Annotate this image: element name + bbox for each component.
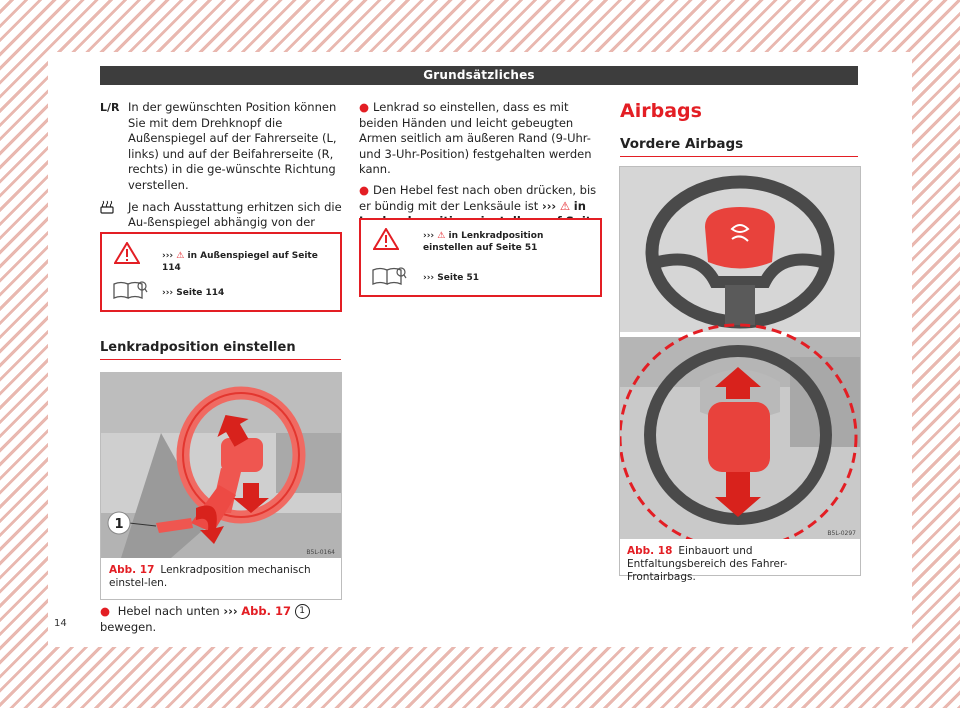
left-column	[100, 100, 342, 252]
lr-item	[100, 100, 342, 194]
figure-18	[619, 166, 861, 583]
book-icon	[112, 280, 148, 304]
lr-text: In der gewünschten Position können Sie mit dem Drehknopf die Außenspiegel auf der Fahrerseite (L, links) und auf der Beifahrerseite (R, rechts) in die ge-wünschte Richtung verstellen.	[128, 100, 337, 192]
warning-small-icon: ⚠	[176, 251, 185, 261]
warning-ref-line[interactable]: ››› ⚠ in Lenkradposition einstellen auf Seite 51	[423, 231, 544, 253]
airbags-heading: Airbags	[620, 100, 702, 122]
steering-adjust-illustration	[101, 373, 341, 558]
fig-17-link[interactable]: Abb. 17	[241, 604, 291, 618]
middle-bullet-2: ● Den Hebel fest nach oben drücken, bis er bündig mit der Lenksäule ist ››› ⚠ in	[359, 183, 601, 245]
left-bullet: ● Hebel nach unten ››› Abb. 17 1 bewegen.	[100, 604, 350, 635]
heated-mirror-text: Je nach Ausstattung erhitzen sich die Au-ßenspiegel abhängig von der	[128, 199, 342, 230]
callout-1-ref: 1	[295, 604, 310, 619]
section-title-steering: Lenkradposition einstellen	[100, 340, 341, 360]
book-ref-line[interactable]: ››› Seite 51	[423, 273, 480, 283]
airbag-illustration	[620, 167, 860, 539]
warning-box-mirror	[100, 232, 342, 312]
book-ref-line[interactable]: ››› Seite 114	[162, 288, 225, 298]
figure-17-code: B5L-0164	[306, 549, 335, 556]
bullet-dot: ●	[100, 604, 111, 618]
figure-17-caption: Abb. 17 Lenkradposition mechanisch einstel-len.	[109, 564, 311, 589]
middle-bullet-1: ● Lenkrad so einstellen, dass es mit beiden Händen und leicht gebeugten Armen seitlich am äußeren Rand (9-Uhr- und 3-Uhr-Position) festgehalten werden kann.	[359, 100, 592, 177]
warning-small-icon: ⚠	[559, 198, 571, 213]
page-header: Grundsätzliches	[100, 66, 858, 85]
steering-warning-link[interactable]: in	[573, 198, 586, 213]
warning-triangle-icon	[114, 242, 140, 268]
page-number: 14	[54, 618, 67, 629]
lr-key: L/R	[100, 101, 120, 114]
book-icon	[371, 266, 407, 290]
section-title-front-airbags: Vordere Airbags	[620, 136, 858, 157]
warning-triangle-icon	[373, 228, 399, 254]
warning-small-icon: ⚠	[437, 231, 446, 241]
figure-18-code: B5L-0297	[827, 530, 856, 537]
figure-17	[100, 372, 342, 600]
figure-18-caption: Abb. 18 Einbauort und Entfaltungsbereich des Fahrer-Frontairbags.	[627, 545, 788, 583]
warning-box-steering	[359, 218, 602, 297]
figure-17-callout: 1	[114, 517, 124, 532]
warning-ref-line[interactable]: ››› ⚠ in Außenspiegel auf Seite 114	[162, 251, 318, 273]
